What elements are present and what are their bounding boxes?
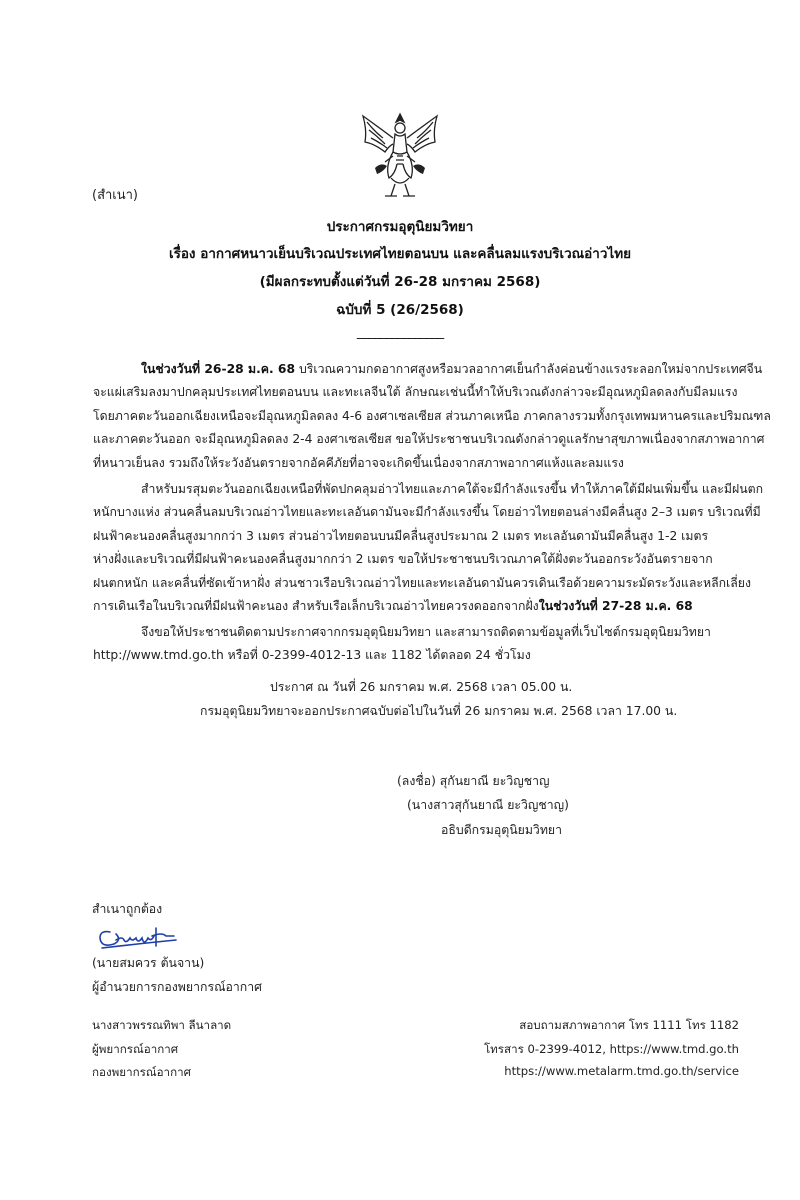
handwritten-signature-icon — [96, 922, 182, 952]
signatory-name: (นางสาวสุกันยาณี ยะวิญชาญ) — [407, 798, 569, 812]
certifier-name: (นายสมควร ต้นจาน) — [92, 956, 205, 970]
garuda-emblem-icon — [355, 108, 445, 203]
issue-number: ฉบับที่ 5 (26/2568) — [336, 302, 464, 318]
certified-copy-label: สำเนาถูกต้อง — [92, 902, 163, 916]
issued-datetime: ประกาศ ณ วันที่ 26 มกราคม พ.ศ. 2568 เวลา 05.00 น. — [270, 680, 573, 694]
announcement-title: ประกาศกรมอุตุนิยมวิทยา — [326, 219, 474, 235]
contact-service-url: https://www.metalarm.tmd.go.th/service — [504, 1064, 739, 1078]
next-issue-notice: กรมอุตุนิยมวิทยาจะออกประกาศฉบับต่อไปในวันที่ 26 มกราคม พ.ศ. 2568 เวลา 17.00 น. — [200, 704, 678, 718]
period-highlight: ในช่วงวันที่ 27-28 ม.ค. 68 — [538, 599, 693, 614]
period-highlight: ในช่วงวันที่ 26-28 ม.ค. 68 — [141, 362, 296, 376]
forecaster-name: นางสาวพรรณทิพา ลีนาลาด — [92, 1018, 232, 1032]
announcement-subject: เรื่อง อากาศหนาวเย็นบริเวณประเทศไทยตอนบน และคลื่นลมแรงบริเวณอ่าวไทย — [168, 246, 632, 262]
copy-label: (สำเนา) — [92, 188, 139, 203]
paragraph-follow-up: จึงขอให้ประชาชนติดตามประกาศจากกรมอุตุนิยมวิทยา และสามารถติดตามข้อมูลที่เว็บไซต์กรมอุตุนิยมวิทยา http://www.tmd.go.th หรือที่ 0-2399-4012-13 และ 1182 ได้ตลอด 24 ชั่วโมง — [93, 625, 711, 663]
forecaster-role: ผู้พยากรณ์อากาศ — [92, 1042, 179, 1056]
paragraph-cold-weather: ในช่วงวันที่ 26-28 ม.ค. 68 บริเวณความกดอากาศสูงหรือมวลอากาศเย็นกำลังค่อนข้างแรงระลอกใหม่จากประเทศจีน จะแผ่เสริมลงมาปกคลุมประเทศไทยตอนบน และทะเลจีนใต้ ลักษณะเช่นนี้ทำให้บริเวณดังกล่าวจะมีอุณหภูมิลดลงกับมีลมแรง โดยภาคตะวันออกเฉียงเหนือจะมีอุณหภูมิลดลง 4-6 องศาเซลเซียส ส่วนภาคเหนือ ภาคกลางรวมทั้งกรุงเทพมหานครและปริมณฑล และภาคตะวันออก จะมีอุณหภูมิลดลง 2-4 องศาเซลเซียส ขอให้ประชาชนบริเวณดังกล่าวดูแลรักษาสุขภาพเนื่องจากสภาพอากาศ ที่หนาวเย็นลง รวมถึงให้ระวังอันตรายจากอัคคีภัยที่อาจจะเกิดขึ้นเนื่องจากสภาพอากาศแห้งและลมแรง — [93, 362, 771, 470]
certifier-position: ผู้อำนวยการกองพยากรณ์อากาศ — [92, 980, 262, 994]
paragraph-monsoon: สำหรับมรสุมตะวันออกเฉียงเหนือที่พัดปกคลุมอ่าวไทยและภาคใต้จะมีกำลังแรงขึ้น ทำให้ภาคใต้มีฝนเพิ่มขึ้น และมีฝนตก หนักบางแห่ง ส่วนคลื่นลมบริเวณอ่าวไทยและทะเลอันดามันจะมีกำลังแรงขึ้น โดยอ่าวไทยตอนล่างมีคลื่นสูง 2–3 เมตร บริเวณที่มี ฝนฟ้าคะนองคลื่นสูงมากกว่า 3 เมตร ส่วนอ่าวไทยตอนบนมีคลื่นสูงประมาณ 2 เมตร ทะเลอันดามันมีคลื่นสูง 1-2 เมตร ห่างฝั่งและบริเวณที่มีฝนฟ้าคะนองคลื่นสูงมากกว่า 2 เมตร ขอให้ประชาชนบริเวณภาคใต้ฝั่งตะวันออกระวังอันตรายจาก ฝนตกหนัก และคลื่นที่ซัดเข้าหาฝั่ง ส่วนชาวเรือบริเวณอ่าวไทยและทะเลอันดามันควรเดินเรือด้วยความระมัดระวังและหลีกเลี่ยง การเดินเรือในบริเวณที่มีฝนฟ้าคะนอง สำหรับเรือเล็กบริเวณอ่าวไทยควรงดออกจากฝั่งในช่วงวันที่ 27-28 ม.ค. 68 — [93, 482, 764, 614]
signatory-signed: (ลงชื่อ) สุกันยาณี ยะวิญชาญ — [397, 774, 550, 788]
forecaster-division: กองพยากรณ์อากาศ — [92, 1065, 191, 1079]
effective-period: (มีผลกระทบตั้งแต่วันที่ 26-28 มกราคม 2568) — [259, 274, 541, 290]
contact-phone: สอบถามสภาพอากาศ โทร 1111 โทร 1182 — [519, 1018, 739, 1032]
title-divider: _______________ — [356, 324, 444, 340]
signatory-position: อธิบดีกรมอุตุนิยมวิทยา — [441, 823, 563, 837]
contact-fax-website: โทรสาร 0-2399-4012, https://www.tmd.go.th — [483, 1042, 739, 1056]
